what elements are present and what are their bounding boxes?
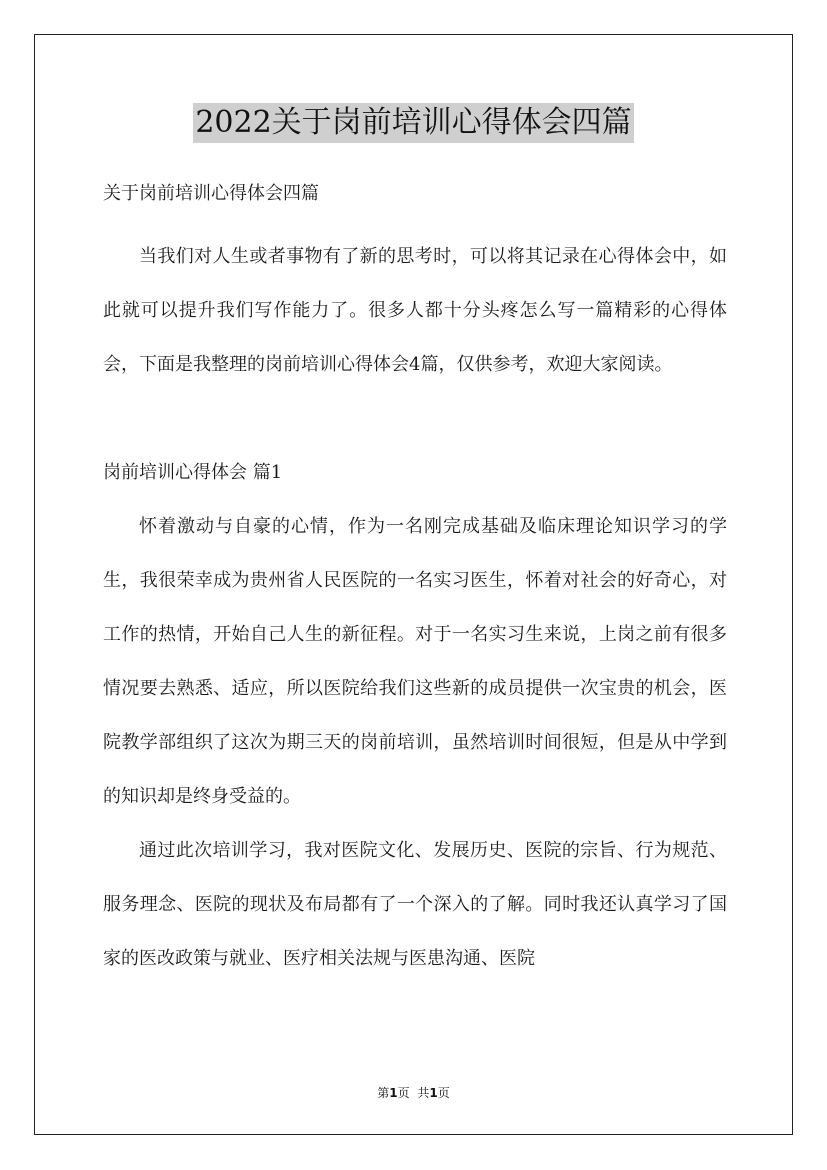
document-body	[103, 176, 727, 986]
page-unit: 页	[397, 1086, 410, 1100]
intro-paragraph: 当我们对人生或者事物有了新的思考时，可以将其记录在心得体会中，如此就可以提升我们写作能力了。很多人都十分头疼怎么写一篇精彩的心得体会，下面是我整理的岗前培训心得体会4篇，仅供参考，欢迎大家阅读。	[103, 246, 727, 375]
page-footer	[0, 1084, 827, 1101]
document-title: 2022关于岗前培训心得体会四篇	[193, 103, 633, 143]
page-total: 1	[429, 1086, 438, 1100]
section-paragraph: 通过此次培训学习，我对医院文化、发展历史、医院的宗旨、行为规范、服务理念、医院的现状及布局都有了一个深入的了解。同时我还认真学习了国家的医改政策与就业、医疗相关法规与医患沟通、医院	[103, 840, 727, 969]
section-paragraph: 怀着激动与自豪的心情，作为一名刚完成基础及临床理论知识学习的学生，我很荣幸成为贵州省人民医院的一名实习医生，怀着对社会的好奇心，对工作的热情，开始自己人生的新征程。对于一名实习生来说，上岗之前有很多情况要去熟悉、适应，所以医院给我们这些新的成员提供一次宝贵的机会，医院教学部组织了这次为期三天的岗前培训，虽然培训时间很短，但是从中学到的知识却是终身受益的。	[103, 516, 727, 807]
page-prefix: 第	[377, 1086, 390, 1100]
section-heading: 岗前培训心得体会 篇1	[103, 462, 283, 483]
document-subtitle: 关于岗前培训心得体会四篇	[103, 183, 319, 204]
title-container	[0, 103, 827, 143]
page-current: 1	[389, 1086, 398, 1100]
total-unit: 页	[437, 1086, 450, 1100]
total-prefix: 共	[417, 1086, 430, 1100]
